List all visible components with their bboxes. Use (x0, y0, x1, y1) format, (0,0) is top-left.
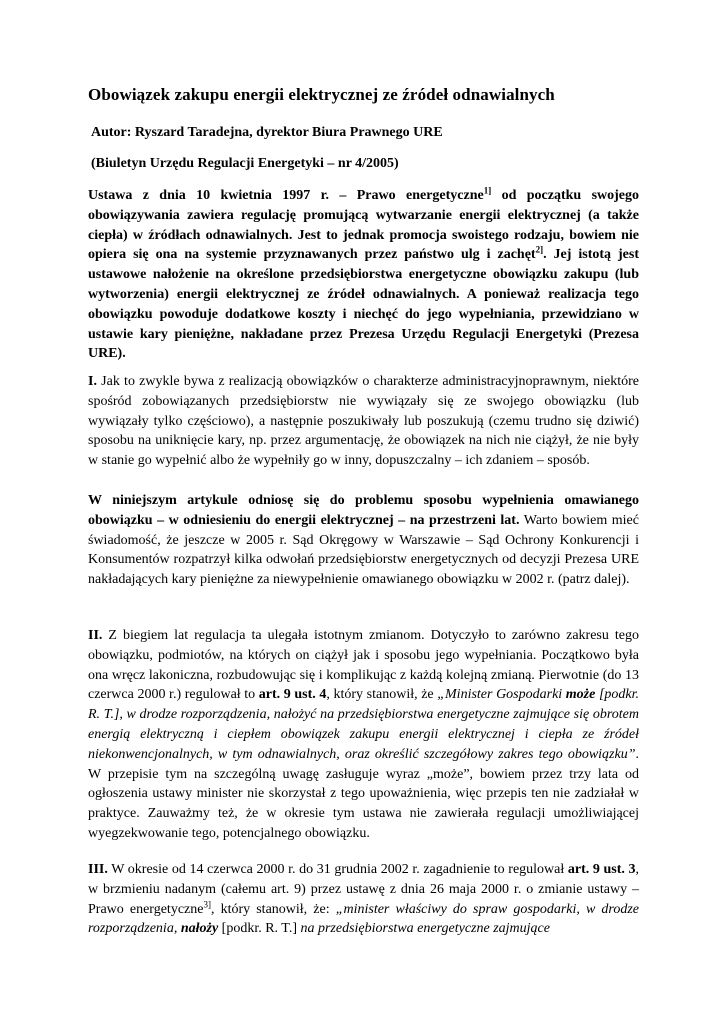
section-3-label: III. (88, 862, 108, 877)
section-3-text-2: , w brzmieniu nadanym (całemu art. 9) przez ustawę z dnia 26 maja 2000 r. o zmianie ustawy – Prawo energetyczne (88, 862, 639, 917)
section-1-paragraph (88, 372, 639, 471)
section-2-article-ref: art. 9 ust. 4 (258, 687, 327, 703)
section-1-label: I. (88, 374, 97, 389)
section-3-quote-2: na przedsiębiorstwa energetyczne zajmujące (300, 921, 550, 937)
section-1b-text: Warto bowiem mieć świadomość, że jeszcze w 2005 r. Sąd Okręgowy w Warszawie – Sąd Ochrony Konkurencji i Konsumentów rozpatrzył kilka odwołań przedsiębiorstw energetycznych od decyzji Prezesa URE nakładających kary pieniężne za niewypełnienie omawianego obowiązku w 2002 r. (patrz dalej). (88, 512, 639, 588)
section-3-text-1: W okresie od 14 czerwca 2000 r. do 31 grudnia 2002 r. zagadnienie to regulował (107, 862, 568, 877)
section-2-text-2: , który stanowił, że (326, 687, 438, 703)
lead-text-2: od początku swojego obowiązywania zawiera regulację promującą wytwarzanie energii elektrycznej (a także ciepła) w źródłach odnawialnych. Jest to jednak promocja swoistego rodzaju, bowiem nie opiera się ona na systemie przyznawanych przez państwo ulg i zachęt (88, 188, 639, 263)
source-line: (Biuletyn Urzędu Regulacji Energetyki – nr 4/2005) (91, 156, 399, 171)
footnote-ref-2[interactable]: 2] (535, 244, 544, 255)
lead-text-3: . Jej istotą jest ustawowe nałożenie na określone przedsiębiorstwa energetyczne obowiązku zakupu (lub wytworzenia) energii elektrycznej ze źródeł odnawialnych. A ponieważ realizacja tego obowiązku powoduje dodatkowe koszty i niechęć do jego wypełniania, przewidziano w ustawie kary pieniężne, nakładane przez Prezesa Urzędu Regulacji Energetyki (Prezesa URE). (88, 247, 640, 362)
section-3-article-ref: art. 9 ust. 3 (567, 862, 636, 877)
section-2-paragraph (88, 626, 639, 844)
section-2-text-1: Z biegiem lat regulacja ta ulegała istotnym zmianom. Dotyczyło to zarówno zakresu tego obowiązku, podmiotów, na których on ciążył jak i sposobu jego wypełniania. Początkowo była ona wręcz lakoniczna, rozbudowując się i komplikując z każdą kolejną zmianą. Pierwotnie (do 13 czerwca 2000 r.) regulował to (88, 628, 639, 703)
section-2-quote-bold: może (565, 687, 596, 703)
section-3-text-4: [podkr. R. T.] (218, 921, 301, 937)
section-1b-bold: W niniejszym artykule odniosę się do problemu sposobu wypełnienia omawianego obowiązku – w odniesieniu do energii elektrycznej – na przestrzeni lat. (88, 493, 639, 528)
section-3-paragraph (88, 860, 639, 939)
section-3-text-3: , który stanowił, że: (210, 901, 336, 917)
lead-paragraph (88, 186, 639, 364)
lead-text-1: Ustawa z dnia 10 kwietnia 1997 r. – Prawo energetyczne (88, 188, 484, 203)
article-title: Obowiązek zakupu energii elektrycznej ze źródeł odnawialnych (88, 85, 555, 104)
section-2-label: II. (88, 628, 103, 643)
section-1-text: Jak to zwykle bywa z realizacją obowiązków o charakterze administracyjnoprawnym, niektóre spośród zobowiązanych przedsiębiorstw nie wywiązały się ze swojego obowiązku (lub wywiązały tylko częściowo), a następnie poszukiwały lub poszukują (czemu trudno się dziwić) sposobu na uniknięcie kary, np. przez argumentację, że obowiązek na nich nie ciążył, że nie były w stanie go wypełnić albo że wypełniły go w inny, dopuszczalny – ich zdaniem – sposób. (88, 374, 639, 469)
section-2-text-3: . W przepisie tym na szczególną uwagę zasługuje wyraz „może”, bowiem przez trzy lata od ogłoszenia ustawy minister nie skorzystał z tego upoważnienia, więc przepis ten nie zadziałał w praktyce. Zauważmy też, że w okresie tym ustawa nie zawierała regulacji umożliwiającej wyegzekwowanie tego, potencjalnego obowiązku. (88, 746, 639, 841)
author-line: Autor: Ryszard Taradejna, dyrektor Biura Prawnego URE (91, 125, 443, 140)
section-3-quote-bold: nałoży (180, 921, 219, 937)
section-2-quote-2: [podkr. R. T.], w drodze rozporządzenia, nałożyć na przedsiębiorstwa energetyczne zajmujące się obrotem energią elektryczną i ciepłem obowiązek zakupu energii elektrycznej i ciepła ze źródeł niekonwencjonalnych, w tym odnawialnych, oraz określić szczegółowy zakres tego obowiązku” (88, 687, 640, 762)
footnote-ref-3[interactable]: 3] (203, 898, 211, 909)
section-3-quote-1: „minister właściwy do spraw gospodarki, w drodze rozporządzenia, (88, 901, 640, 937)
section-1-continuation (88, 491, 639, 590)
section-2-quote-1: „Minister Gospodarki (437, 687, 566, 703)
footnote-ref-1[interactable]: 1] (483, 185, 492, 196)
